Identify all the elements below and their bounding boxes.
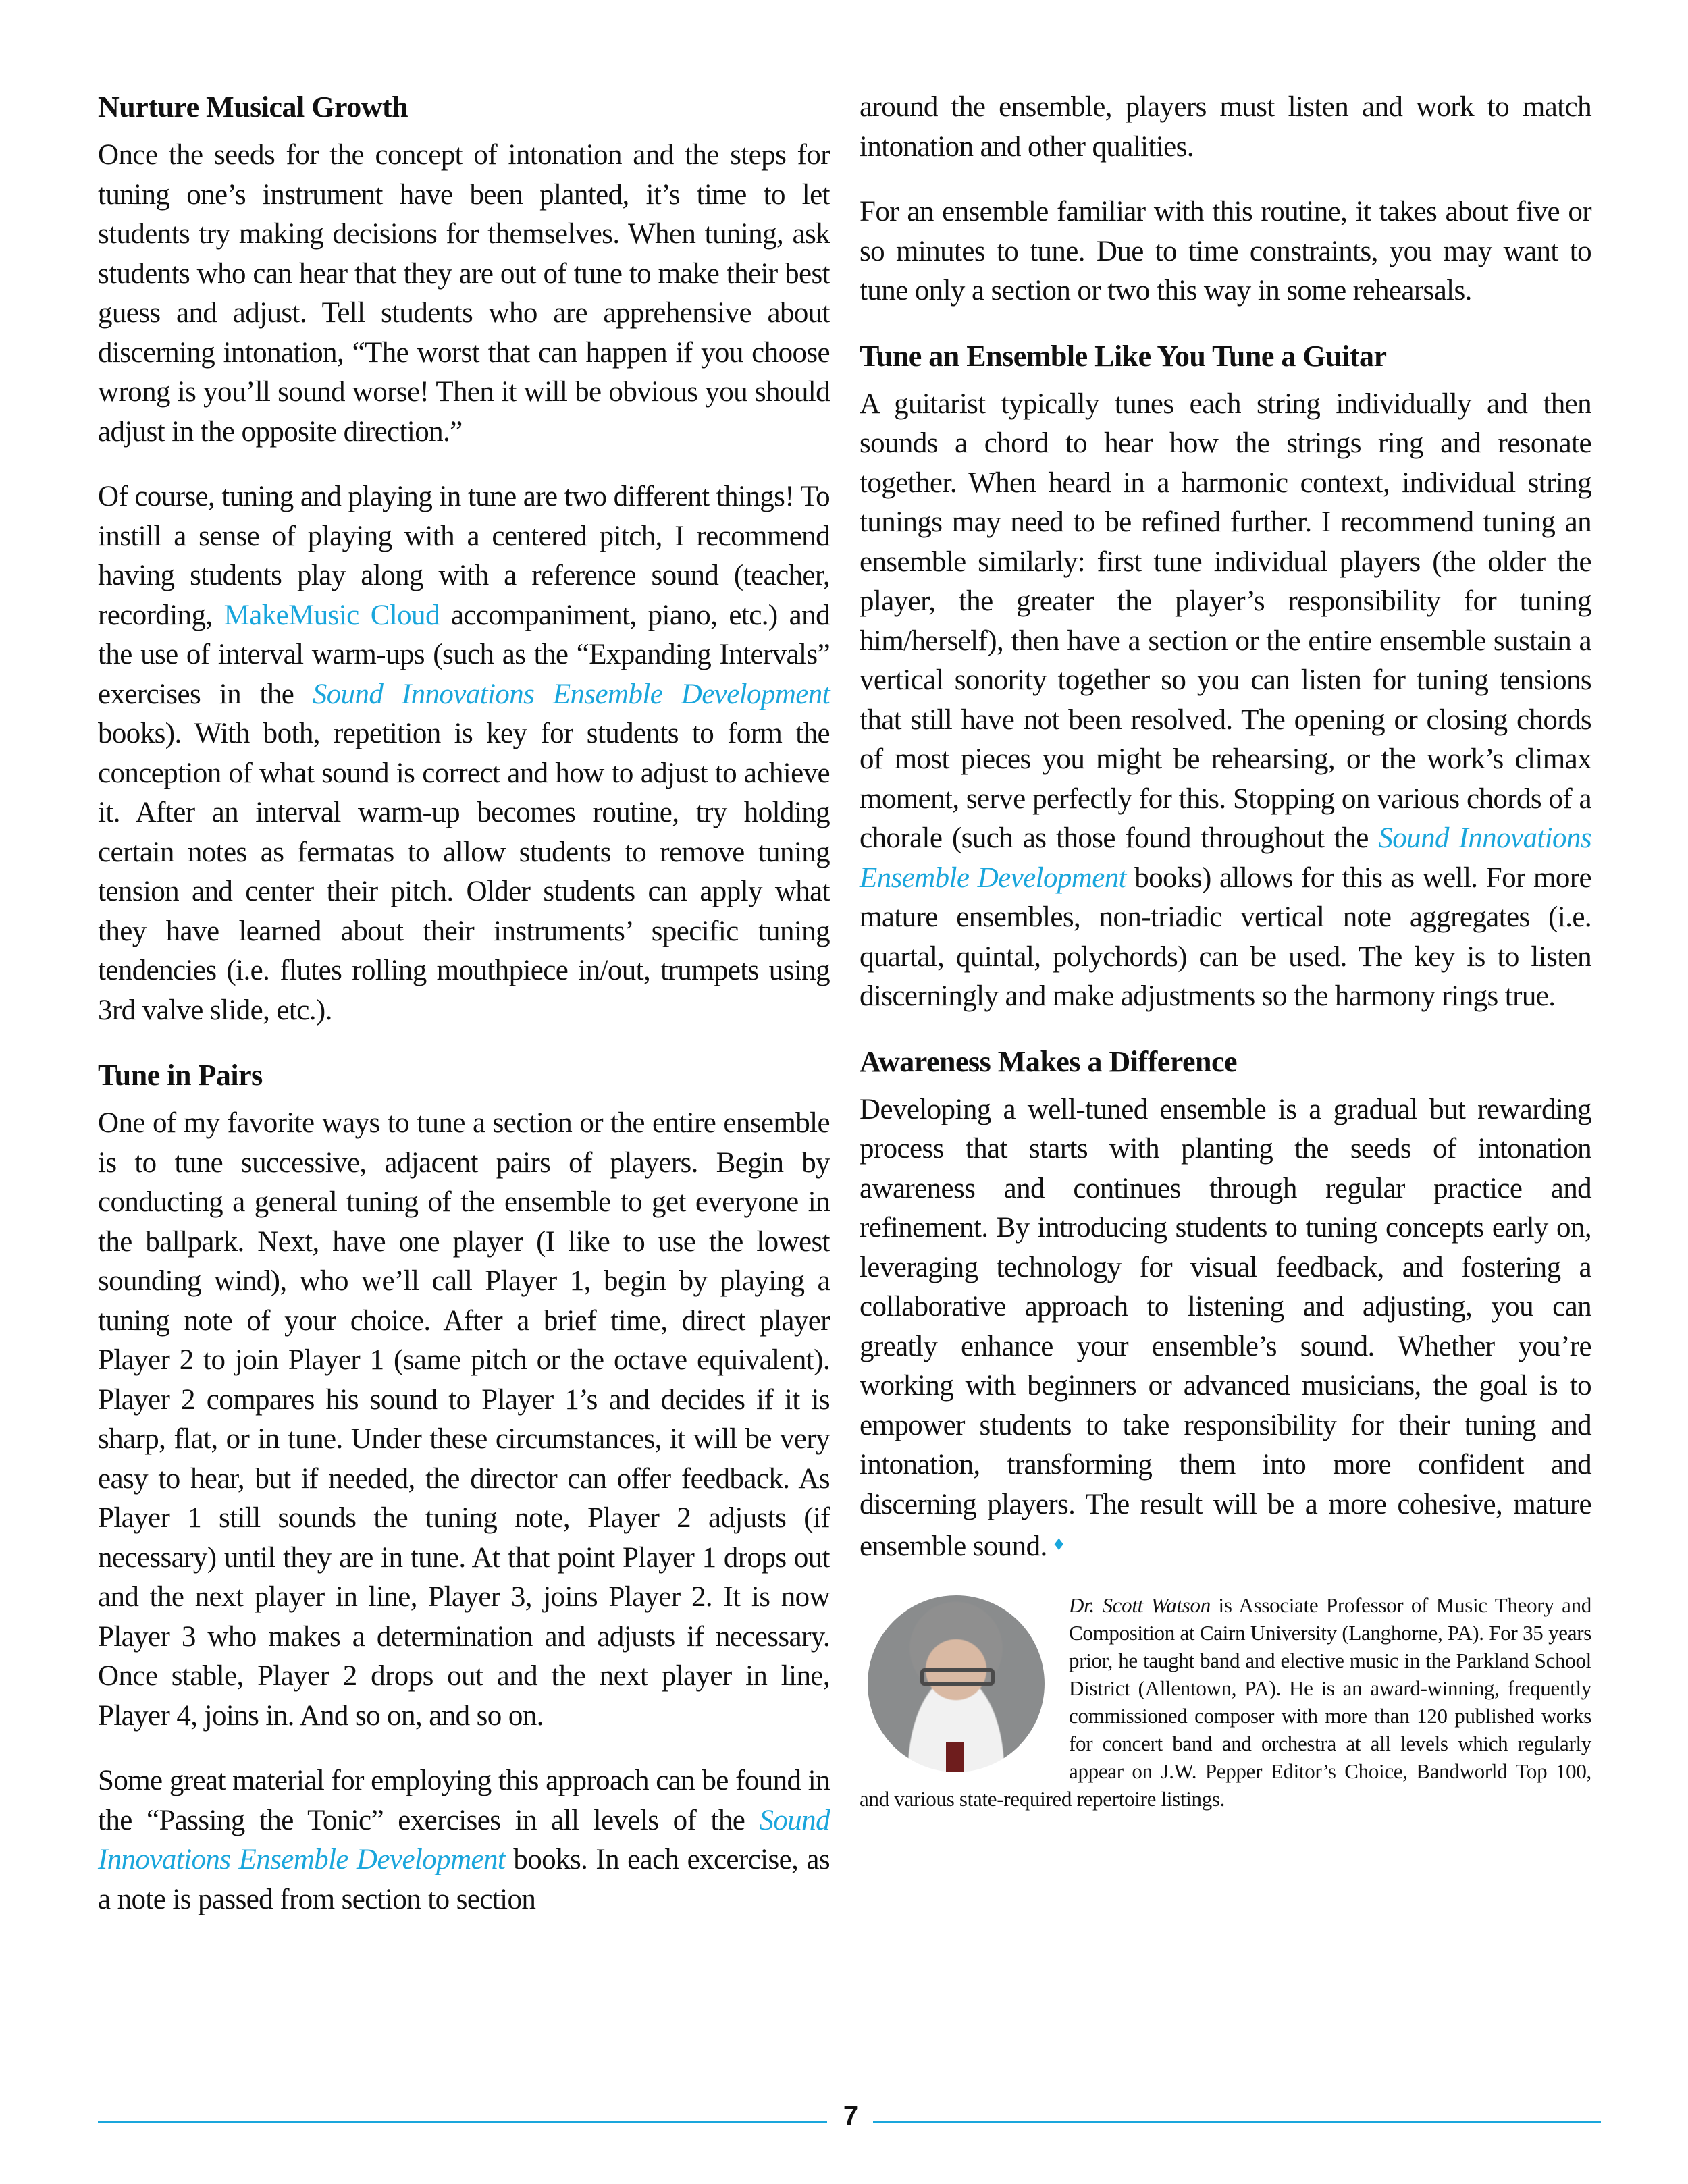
paragraph: Once the seeds for the concept of intonation and the steps for tuning one’s instrument have been planted, it’s time to let students try making decisions for themselves. When tuning, ask students who can hear that they are out of tune to make their best guess and adjust. Tell students who are apprehensive about discerning intonation, “The worst that can happen if you choose wrong is you’ll sound worse! Then it will be obvious you should adjust in the opposite direction.” bbox=[98, 139, 830, 448]
section-heading-nurture-musical-growth: Nurture Musical Growth bbox=[98, 90, 408, 124]
author-photo bbox=[868, 1595, 1045, 1772]
section-heading-tune-like-guitar: Tune an Ensemble Like You Tune a Guitar bbox=[860, 339, 1387, 373]
section-heading-tune-in-pairs: Tune in Pairs bbox=[98, 1059, 263, 1092]
makemusic-cloud-link[interactable]: MakeMusic Cloud bbox=[223, 599, 440, 631]
author-bio bbox=[860, 1591, 1591, 1813]
paragraph: For an ensemble familiar with this routine, it takes about five or so minutes to tune. Due to time constraints, you may want to tune only a section or two this way in some rehearsals. bbox=[860, 196, 1591, 307]
paragraph bbox=[98, 477, 830, 1030]
paragraph: around the ensemble, players must listen and work to match intonation and other qualities. bbox=[860, 91, 1591, 163]
paragraph bbox=[860, 385, 1591, 1017]
text-run: Developing a well-tuned ensemble is a gradual but rewarding process that starts with planting the seeds of intonation awareness and continues through regular practice and refinement. By introducing students to tuning concepts early on, leveraging technology for visual feedback, and fostering a collaborative approach to listening and adjusting, you can greatly enhance your ensemble’s sound. Whether you’re working with beginners or advanced musicians, the goal is to empower students to take responsibility for their tuning and intonation, transforming them into more confident and discerning players. The result will be a more cohesive, mature ensemble sound. bbox=[860, 1093, 1591, 1563]
text-run: Of course, tuning and playing in tune are two different things! To instill a sense of playing with a centered pitch, I recommend having students play along with a reference sound (teacher, recording, bbox=[98, 481, 830, 631]
page-number: 7 bbox=[843, 2101, 859, 2131]
footer-rule-left bbox=[98, 2121, 827, 2123]
end-mark-diamond-icon: ♦ bbox=[1053, 1533, 1064, 1555]
footer-rule-right bbox=[873, 2121, 1601, 2123]
sound-innovations-link[interactable]: Sound Innovations Ensemble Development bbox=[98, 1804, 830, 1876]
glasses-shape bbox=[920, 1668, 995, 1686]
author-name: Dr. Scott Watson bbox=[1069, 1593, 1211, 1617]
sound-innovations-link[interactable]: Sound Innovations Ensemble Development bbox=[312, 678, 830, 710]
text-run: accompaniment, piano, etc.) and the use of interval warm-ups (such as the “Expanding Intervals” exercises in the bbox=[98, 599, 830, 710]
text-run: is Associate Professor of Music Theory and Composition at Cairn University (Langhorne, PA). For 35 years prior, he taught band and elective music in the Parkland School District (Allentown, PA). He is an award-winning, frequently commissioned composer with more than 120 published works for concert band and orchestra at all levels which regularly appear on J.W. Pepper Editor’s Choice, Bandworld Top 100, and various state-required repertoire listings. bbox=[860, 1593, 1591, 1811]
left-column bbox=[98, 88, 830, 1945]
text-run: books). With both, repetition is key for students to form the conception of what sound is correct and how to adjust to achieve it. After an interval warm-up becomes routine, try holding certain notes as fermatas to allow students to remove tuning tension and center their pitch. Older students can apply what they have learned about their instruments’ specific tuning tendencies (i.e. flutes rolling mouthpiece in/out, trumpets using 3rd valve slide, etc.). bbox=[98, 718, 830, 1026]
section-heading-awareness: Awareness Makes a Difference bbox=[860, 1044, 1238, 1078]
paragraph: One of my favorite ways to tune a section or the entire ensemble is to tune successive, adjacent pairs of players. Begin by conducting a general tuning of the ensemble to get everyone in the ballpark. Next, have one player (I like to use the lowest sounding wind), who we’ll call Player 1, begin by playing a tuning note of your choice. After a brief time, direct player Player 2 to join Player 1 (same pitch or the octave equivalent). Player 2 compares his sound to Player 1’s and decides if it is sharp, flat, or in tune. Under these circumstances, it will be very easy to hear, but if needed, the director can offer feedback. As Player 1 still sounds the tuning note, Player 2 adjusts (if necessary) until they are in tune. At that point Player 1 drops out and the next player in line, Player 3, joins Player 2. It is now Player 3 who makes a determination and adjusts if necessary. Once stable, Player 2 drops out and the next player in line, Player 4, joins in. And so on, and so on. bbox=[98, 1107, 830, 1732]
paragraph bbox=[98, 1761, 830, 1919]
text-run: Some great material for employing this approach can be found in the “Passing the Tonic” exercises in all levels of the bbox=[98, 1765, 830, 1836]
sound-innovations-link[interactable]: Sound Innovations Ensemble Development bbox=[860, 822, 1591, 894]
text-run: A guitarist typically tunes each string individually and then sounds a chord to hear how the strings ring and resonate together. When heard in a harmonic context, individual string tunings may need to be refined further. I recommend tuning an ensemble similarly: first tune individual players (the older the player, the greater the player’s responsibility for tuning him/herself), then have a section or the entire ensemble sustain a vertical sonority together so you can listen for tuning tensions that still have not been resolved. The opening or closing chords of most pieces you might be rehearsing, or the work’s climax moment, serve perfectly for this. Stopping on various chords of a chorale (such as those found throughout the bbox=[860, 388, 1591, 855]
tie-shape bbox=[946, 1742, 964, 1772]
paragraph bbox=[860, 1090, 1591, 1567]
right-column bbox=[860, 88, 1591, 1813]
text-run: books. In each excercise, as a note is passed from section to section bbox=[98, 1844, 830, 1915]
text-run: books) allows for this as well. For more mature ensembles, non-triadic vertical note aggregates (i.e. quartal, quintal, polychords) can be used. The key is to listen discerningly and make adjustments so the harmony rings true. bbox=[860, 861, 1591, 1013]
